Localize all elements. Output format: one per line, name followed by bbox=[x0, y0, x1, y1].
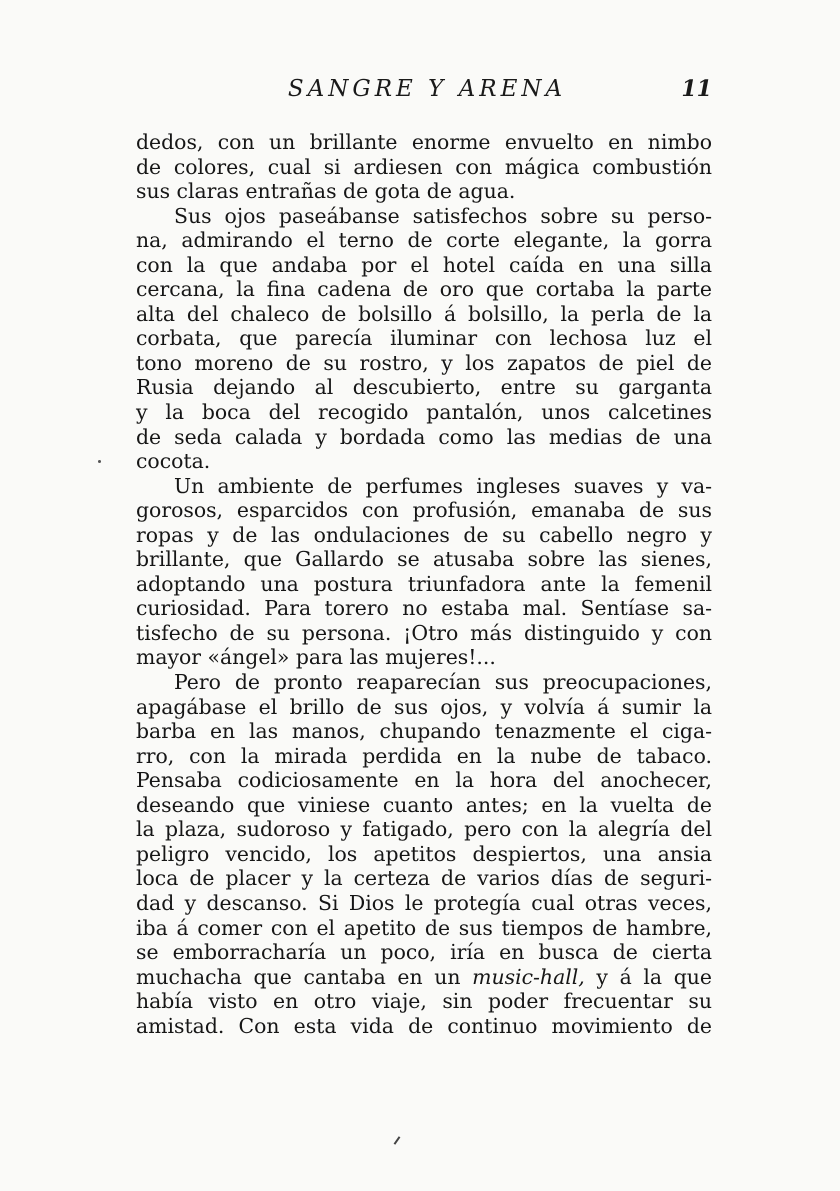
text-line: con la que andaba por el hotel caída en una silla bbox=[136, 252, 712, 277]
text-line: dad y descanso. Si Dios le protegía cual otras veces, bbox=[136, 890, 712, 915]
text-line: había visto en otro viaje, sin poder frecuentar su bbox=[136, 989, 712, 1014]
text-line: corbata, que parecía iluminar con lechosa luz el bbox=[136, 326, 712, 351]
text-line-with-italic bbox=[136, 965, 712, 990]
text-line: la plaza, sudoroso y fatigado, pero con la alegría del bbox=[136, 817, 712, 842]
text-line: alta del chaleco de bolsillo á bolsillo, la perla de la bbox=[136, 301, 712, 326]
page-header bbox=[136, 76, 712, 110]
text-line: dedos, con un brillante enorme envuelto en nimbo bbox=[136, 130, 712, 154]
text-line: brillante, que Gallardo se atusaba sobre las sienes, bbox=[136, 547, 712, 572]
text-line: mayor «ángel» para las mujeres!... bbox=[136, 645, 496, 670]
text-line: deseando que viniese cuanto antes; en la vuelta de bbox=[136, 792, 712, 817]
text-line: tono moreno de su rostro, y los zapatos de piel de bbox=[136, 350, 712, 375]
text-line: Pensaba codiciosamente en la hora del anochecer, bbox=[136, 768, 712, 793]
text-line: ropas y de las ondulaciones de su cabello negro y bbox=[136, 522, 712, 547]
text-line: iba á comer con el apetito de sus tiempos de hambre, bbox=[136, 915, 712, 940]
text-line: apagábase el brillo de sus ojos, y volvía á sumir la bbox=[136, 694, 712, 719]
text-line: cocota. bbox=[136, 449, 211, 474]
text-line: tisfecho de su persona. ¡Otro más distinguido y con bbox=[136, 620, 712, 645]
text-line: loca de placer y la certeza de varios días de seguri- bbox=[136, 866, 712, 891]
text-line: amistad. Con esta vida de continuo movimiento de bbox=[136, 1013, 712, 1038]
text-line: peligro vencido, los apetitos despiertos, una ansia bbox=[136, 841, 712, 866]
running-title: SANGRE Y ARENA bbox=[287, 76, 567, 102]
italic-term: music-hall, bbox=[472, 964, 585, 989]
text-line: cercana, la fina cadena de oro que cortaba la parte bbox=[136, 277, 712, 302]
text-line: adoptando una postura triunfadora ante la femenil bbox=[136, 571, 712, 596]
text-line: gorosos, esparcidos con profusión, emanaba de sus bbox=[136, 498, 712, 523]
text-line: de seda calada y bordada como las medias de una bbox=[136, 424, 712, 449]
body-text bbox=[136, 130, 712, 1038]
text-line: na, admirando el terno de corte elegante, la gorra bbox=[136, 228, 712, 253]
text-line: curiosidad. Para torero no estaba mal. Sentíase sa- bbox=[136, 596, 712, 621]
text-line: Pero de pronto reaparecían sus preocupaciones, bbox=[174, 670, 712, 695]
text-line: y la boca del recogido pantalón, unos calcetines bbox=[136, 400, 712, 425]
text-line: sus claras entrañas de gota de agua. bbox=[136, 179, 516, 204]
text-line: Sus ojos paseábanse satisfechos sobre su perso- bbox=[174, 203, 712, 228]
text-line: Rusia dejando al descubierto, entre su garganta bbox=[136, 375, 712, 400]
text-line: barba en las manos, chupando tenazmente el ciga- bbox=[136, 719, 712, 744]
paper-mark bbox=[394, 1136, 401, 1145]
page-number: 11 bbox=[681, 76, 712, 102]
text-line: se emborracharía un poco, iría en busca de cierta bbox=[136, 940, 712, 965]
text-line: de colores, cual si ardiesen con mágica combustión bbox=[136, 154, 712, 179]
text-line: rro, con la mirada perdida en la nube de tabaco. bbox=[136, 743, 712, 768]
paper-speck bbox=[98, 460, 101, 463]
text-segment: muchacha que cantaba en un bbox=[136, 964, 473, 989]
text-segment: y á la que bbox=[584, 964, 712, 989]
text-line: Un ambiente de perfumes ingleses suaves y va- bbox=[174, 473, 712, 498]
